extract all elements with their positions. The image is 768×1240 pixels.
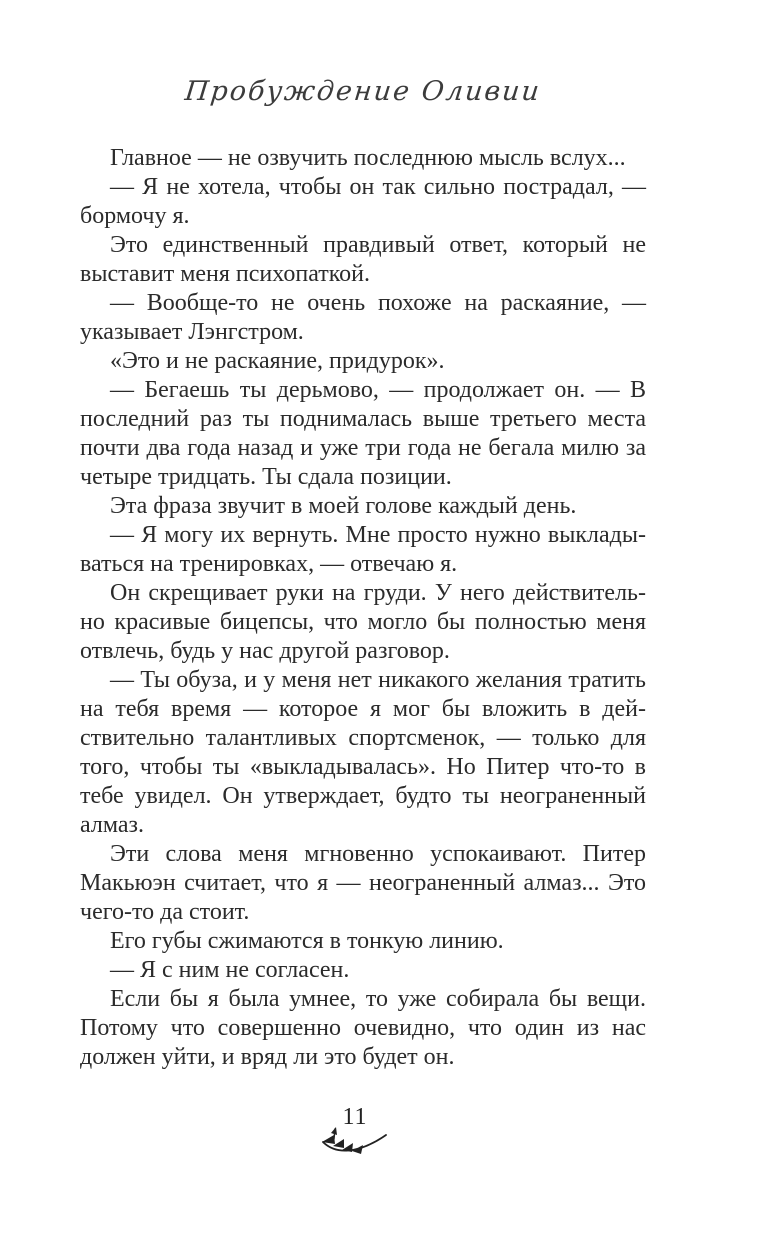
paragraph: Эти слова меня мгновенно успокаивают. Питер Макьюэн считает, что я — неограненный алмаз... Это чего-то да стоит. (80, 841, 646, 925)
running-header-title: Пробуждение Оливии (183, 76, 543, 107)
paragraph: — Вообще-то не очень похоже на раскаяние, — указывает Лэнгстром. (80, 290, 646, 345)
page-footer (80, 1104, 646, 1159)
paragraph: — Я с ним не согласен. (110, 957, 350, 983)
paragraph: — Бегаешь ты дерьмово, — продолжает он. — В последний раз ты поднималась выше третьего места почти два года назад и уже три года не бегала милю за четыре тридцать. Ты сдала позиции. (80, 377, 646, 490)
paragraph: Это единственный правдивый ответ, который не выставит меня психопаткой. (80, 232, 646, 287)
paragraph: — Ты обуза, и у меня нет никакого желания тратить на тебя время — которое я мог бы вложить в действительно талантливых спортсменок, — только для того, чтобы ты «выкладывалась». Но Питер что-то в тебе увидел. Он утверждает, будто ты неограненный алмаз. (80, 667, 646, 838)
body-text (80, 144, 646, 1072)
paragraph: Если бы я была умнее, то уже собирала бы вещи. Потому что совершенно очевидно, что один из нас должен уйти, и вряд ли это будет он. (80, 986, 646, 1070)
paragraph: Эта фраза звучит в моей голове каждый день. (110, 493, 577, 519)
paragraph: Его губы сжимаются в тонкую линию. (110, 928, 504, 954)
paragraph: — Я не хотела, чтобы он так сильно пострадал, — бормочу я. (80, 174, 646, 229)
page-number: 11 (342, 1104, 368, 1130)
paragraph: — Я могу их вернуть. Мне просто нужно выкладываться на тренировках, — отвечаю я. (80, 522, 646, 577)
paragraph: Главное — не озвучить последнюю мысль вслух... (110, 145, 626, 171)
paragraph: Он скрещивает руки на груди. У него действительно красивые бицепсы, что могло бы полностью меня отвлечь, будь у нас другой разговор. (80, 580, 646, 664)
paragraph: «Это и не раскаяние, придурок». (110, 348, 445, 374)
branch-flourish-icon (321, 1127, 389, 1159)
